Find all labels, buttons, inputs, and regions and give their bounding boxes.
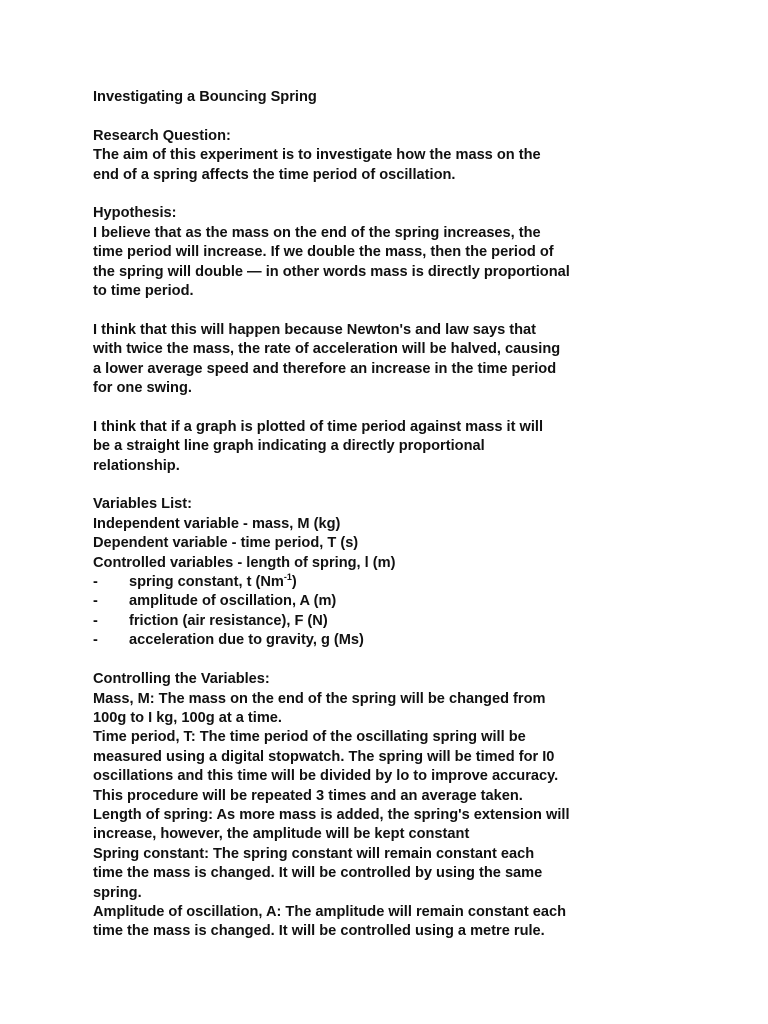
bullet-dash: - [93, 593, 98, 610]
hypothesis-p1-line: time period will increase. If we double the mass, then the period of [93, 244, 554, 261]
dependent-variable: Dependent variable - time period, T (s) [93, 535, 359, 552]
bullet-dash: - [93, 612, 98, 629]
controlling-heading: Controlling the Variables: [93, 671, 270, 688]
spring-constant-text: spring constant, t (Nm [129, 574, 284, 591]
hypothesis-p1-line: I believe that as the mass on the end of the spring increases, the [93, 224, 541, 241]
hypothesis-p3-line: I think that if a graph is plotted of time period against mass it will [93, 418, 544, 435]
spring-constant-close: ) [291, 574, 297, 591]
controlling-line: Mass, M: The mass on the end of the spring will be changed from [93, 690, 546, 707]
hypothesis-p2-line: a lower average speed and therefore an increase in the time period [93, 360, 557, 377]
research-line: end of a spring affects the time period of oscillation. [93, 166, 456, 183]
document-title: Investigating a Bouncing Spring [93, 89, 317, 105]
hypothesis-p3-line: be a straight line graph indicating a directly proportional [93, 438, 485, 455]
controlling-line: 100g to I kg, 100g at a time. [93, 709, 282, 726]
hypothesis-heading: Hypothesis: [93, 205, 177, 222]
spacer [93, 398, 733, 417]
document-page [93, 88, 733, 942]
bullet-dash: - [93, 574, 98, 591]
controlling-line: This procedure will be repeated 3 times and an average taken. [93, 787, 523, 804]
controlling-line: spring. [93, 884, 142, 901]
spacer [93, 301, 733, 320]
controlling-line: time the mass is changed. It will be controlled by using the same [93, 865, 543, 882]
hypothesis-p1-line: to time period. [93, 283, 194, 300]
controlling-line: oscillations and this time will be divided by lo to improve accuracy. [93, 768, 559, 785]
independent-variable: Independent variable - mass, M (kg) [93, 515, 341, 532]
controlling-line: time the mass is changed. It will be controlled using a metre rule. [93, 923, 545, 940]
hypothesis-p2-line: I think that this will happen because Newton's and law says that [93, 321, 536, 338]
variables-heading: Variables List: [93, 496, 192, 513]
hypothesis-p2-line: for one swing. [93, 380, 192, 397]
bullet-dash: - [93, 632, 98, 649]
spacer [93, 651, 733, 670]
friction-text: friction (air resistance), F (N) [129, 612, 328, 629]
research-line: The aim of this experiment is to investigate how the mass on the [93, 147, 541, 164]
spacer [93, 107, 733, 126]
spacer [93, 185, 733, 204]
controlled-item-amplitude [93, 592, 733, 611]
research-question-heading: Research Question: [93, 127, 231, 144]
hypothesis-p2-line: with twice the mass, the rate of acceleration will be halved, causing [93, 341, 561, 358]
controlling-line: measured using a digital stopwatch. The spring will be timed for I0 [93, 748, 555, 765]
controlled-item-friction [93, 612, 733, 631]
spacer [93, 476, 733, 495]
controlling-line: Time period, T: The time period of the oscillating spring will be [93, 729, 526, 746]
hypothesis-p1-line: the spring will double — in other words mass is directly proportional [93, 263, 570, 280]
controlling-line: increase, however, the amplitude will be kept constant [93, 826, 470, 843]
controlling-line: Amplitude of oscillation, A: The amplitude will remain constant each [93, 903, 567, 920]
controlling-line: Spring constant: The spring constant will remain constant each [93, 845, 535, 862]
gravity-text: acceleration due to gravity, g (Ms) [129, 632, 364, 649]
hypothesis-p3-line: relationship. [93, 457, 180, 474]
controlled-item-gravity [93, 631, 733, 650]
controlled-item-spring-constant [93, 573, 733, 592]
controlling-line: Length of spring: As more mass is added, the spring's extension will [93, 806, 570, 823]
amplitude-text: amplitude of oscillation, A (m) [129, 593, 337, 610]
spring-constant-superscript: -1 [283, 572, 292, 583]
controlled-variables: Controlled variables - length of spring, l (m) [93, 554, 396, 571]
